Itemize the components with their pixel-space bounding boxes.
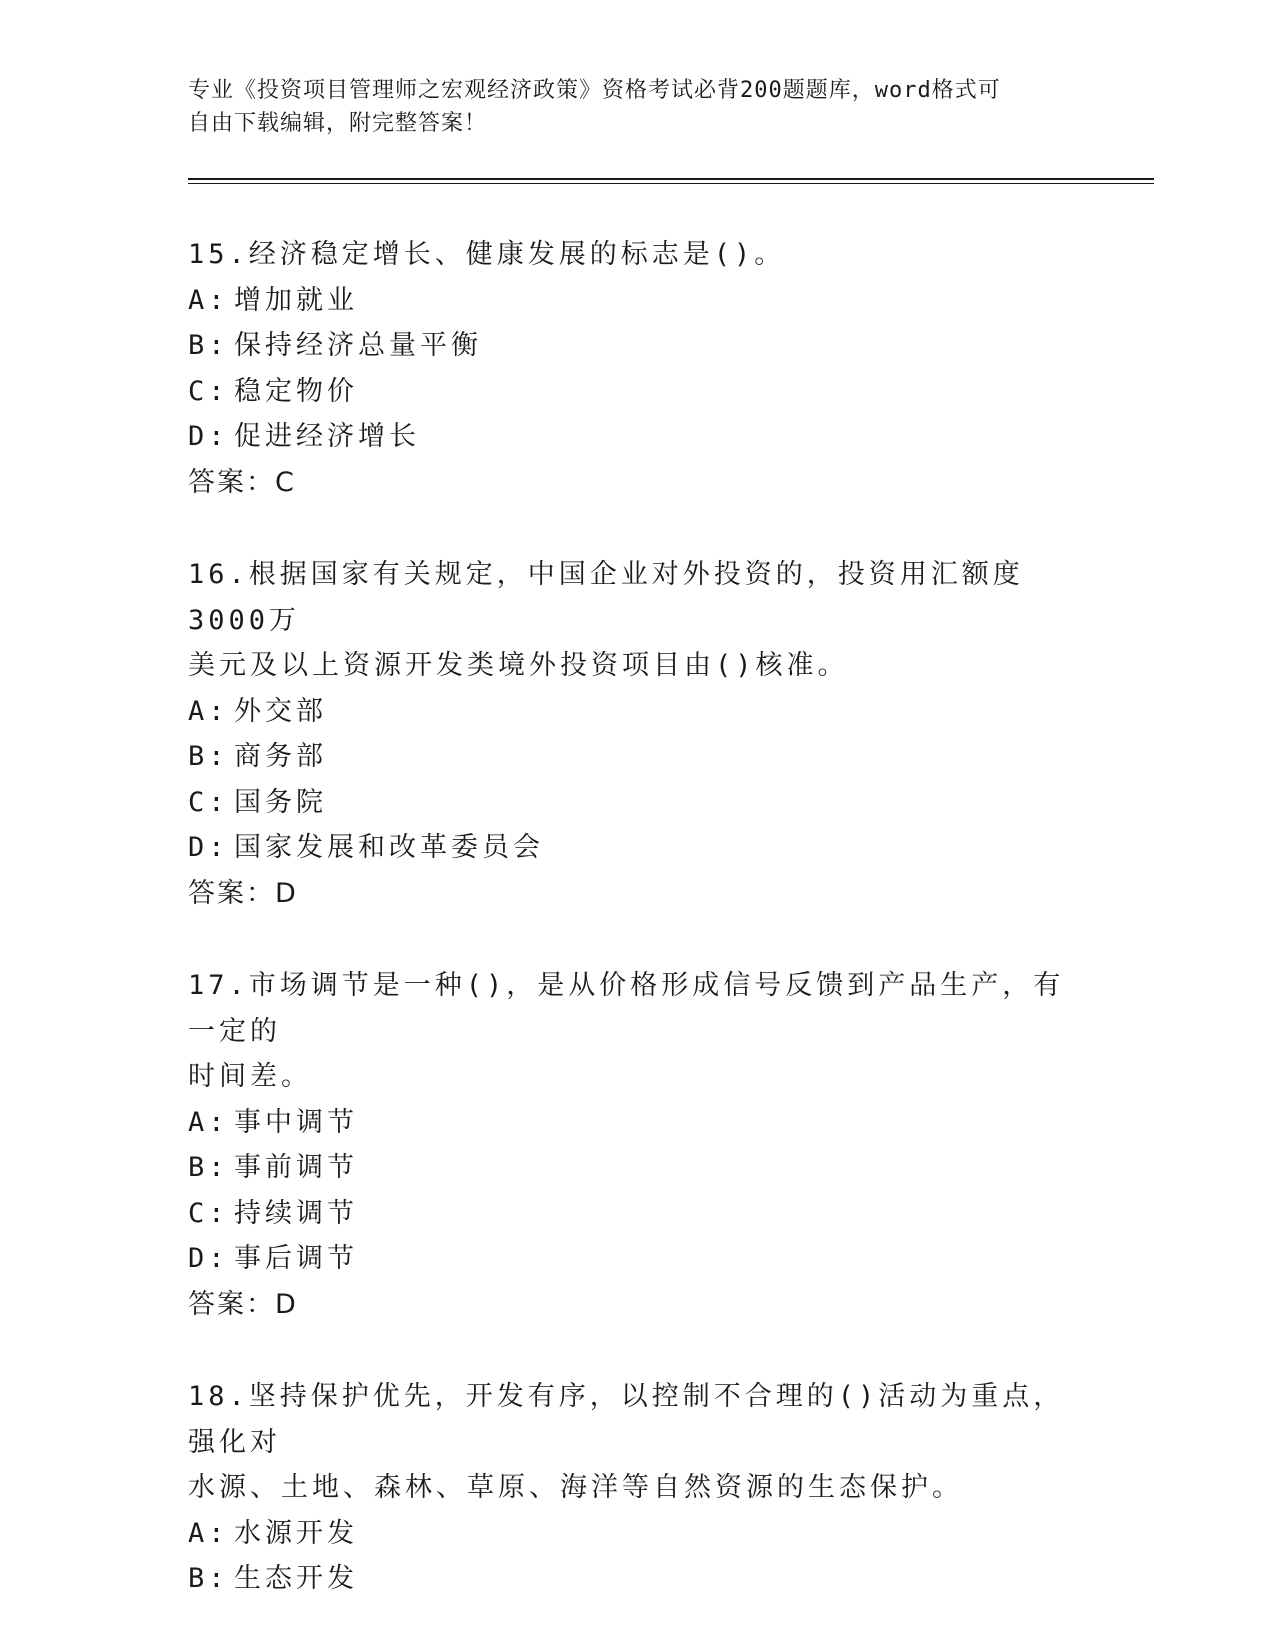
option-row bbox=[188, 1145, 1088, 1191]
option-letter: B: bbox=[188, 330, 229, 361]
question-list bbox=[188, 232, 1088, 1649]
answer-line: 答案：D bbox=[188, 877, 298, 909]
header-line-1: 专业《投资项目管理师之宏观经济政策》资格考试必背200题题库，word格式可 bbox=[188, 78, 1001, 103]
option-text: 事后调节 bbox=[234, 1243, 358, 1274]
header-divider-thin bbox=[188, 183, 1154, 184]
question-block bbox=[188, 552, 1088, 916]
option-letter: A: bbox=[188, 1106, 229, 1138]
option-row bbox=[188, 1191, 1088, 1237]
option-text: 增加就业 bbox=[234, 284, 358, 316]
question-stem-line: 美元及以上资源开发类境外投资项目由()核准。 bbox=[188, 650, 849, 681]
question-stem-line: 15.经济稳定增长、健康发展的标志是()。 bbox=[188, 239, 786, 270]
option-letter: D: bbox=[188, 832, 229, 863]
option-row bbox=[188, 1100, 1088, 1146]
answer-line: 答案：D bbox=[188, 1288, 298, 1320]
option-row bbox=[188, 323, 1088, 369]
question-stem bbox=[188, 1374, 1088, 1511]
option-row bbox=[188, 369, 1088, 415]
option-text: 促进经济增长 bbox=[234, 421, 420, 452]
option-row bbox=[188, 1511, 1088, 1557]
option-text: 事中调节 bbox=[234, 1106, 358, 1138]
question-block bbox=[188, 232, 1088, 505]
option-text: 国家发展和改革委员会 bbox=[234, 832, 544, 863]
option-letter: C: bbox=[188, 786, 229, 818]
header-line-2: 自由下载编辑，附完整答案！ bbox=[188, 111, 488, 136]
option-row bbox=[188, 1236, 1088, 1282]
question-stem-line: 水源、土地、森林、草原、海洋等自然资源的生态保护。 bbox=[188, 1472, 963, 1503]
option-text: 稳定物价 bbox=[234, 375, 358, 407]
option-text: 商务部 bbox=[234, 741, 327, 772]
option-text: 水源开发 bbox=[234, 1517, 358, 1549]
question-block bbox=[188, 963, 1088, 1327]
option-letter: C: bbox=[188, 375, 229, 407]
option-letter: D: bbox=[188, 1243, 229, 1274]
option-letter: B: bbox=[188, 741, 229, 772]
header-divider-thick bbox=[188, 178, 1154, 180]
option-row bbox=[188, 689, 1088, 735]
question-block bbox=[188, 1374, 1088, 1602]
option-letter: A: bbox=[188, 695, 229, 727]
option-text: 外交部 bbox=[234, 695, 327, 727]
option-text: 持续调节 bbox=[234, 1197, 358, 1229]
option-text: 国务院 bbox=[234, 786, 327, 818]
option-letter: A: bbox=[188, 284, 229, 316]
option-row bbox=[188, 825, 1088, 871]
question-stem-line: 18.坚持保护优先，开发有序，以控制不合理的()活动为重点，强化对 bbox=[188, 1381, 1065, 1458]
option-text: 生态开发 bbox=[234, 1563, 358, 1594]
document-header bbox=[188, 74, 1068, 140]
question-stem bbox=[188, 963, 1088, 1100]
option-row bbox=[188, 278, 1088, 324]
option-row bbox=[188, 734, 1088, 780]
option-letter: A: bbox=[188, 1517, 229, 1549]
option-letter: B: bbox=[188, 1152, 229, 1183]
question-stem-line: 17.市场调节是一种()，是从价格形成信号反馈到产品生产，有一定的 bbox=[188, 970, 1065, 1047]
answer-line: 答案：C bbox=[188, 466, 296, 498]
option-letter: C: bbox=[188, 1197, 229, 1229]
option-row bbox=[188, 780, 1088, 826]
option-text: 事前调节 bbox=[234, 1152, 358, 1183]
option-row bbox=[188, 414, 1088, 460]
option-letter: B: bbox=[188, 1563, 229, 1594]
question-stem bbox=[188, 232, 1088, 278]
question-stem-line: 时间差。 bbox=[188, 1061, 312, 1092]
question-stem bbox=[188, 552, 1088, 689]
option-text: 保持经济总量平衡 bbox=[234, 330, 482, 361]
question-stem-line: 16.根据国家有关规定，中国企业对外投资的，投资用汇额度3000万 bbox=[188, 559, 1024, 636]
option-letter: D: bbox=[188, 421, 229, 452]
option-row bbox=[188, 1556, 1088, 1602]
